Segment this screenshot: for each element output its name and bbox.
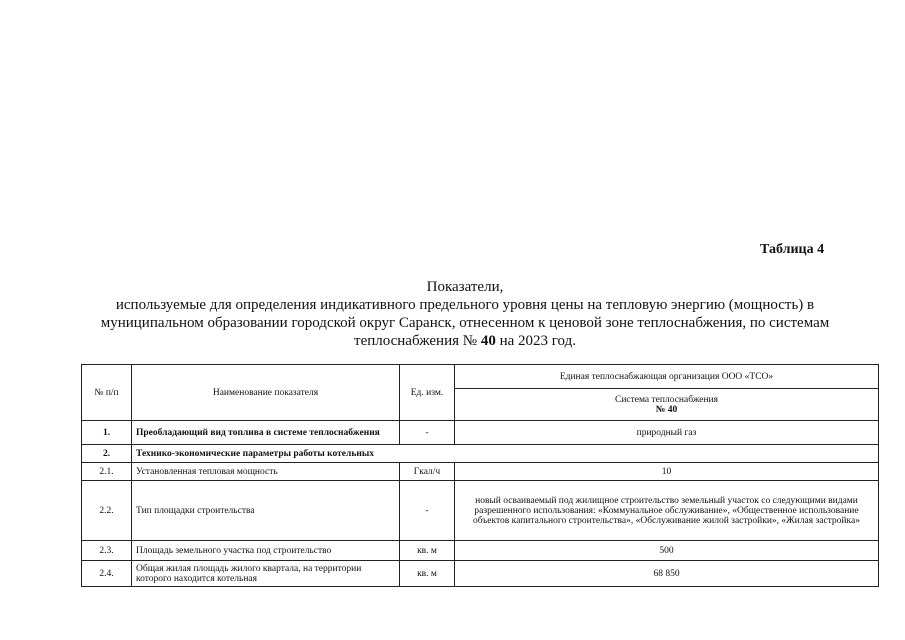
table-row: 2.4. Общая жилая площадь жилого квартала, на территории которого находится котельная кв. м 68 850 bbox=[82, 561, 879, 587]
table-row: 2.2. Тип площадки строительства - новый осваиваемый под жилищное строительство земельный участок со следующими видами разрешенного использования: «Коммунальное обслуживание», «Общественное использование объектов капитального строительства», «Обслуживание жилой застройки», «Жилая застройка» bbox=[82, 481, 879, 541]
table-row: 2.1. Установленная тепловая мощность Гкал/ч 10 bbox=[82, 463, 879, 481]
header-name: Наименование показателя bbox=[132, 365, 400, 421]
header-organization: Единая теплоснабжающая организация ООО «ТСО» bbox=[455, 365, 879, 389]
table-number-label: Таблица 4 bbox=[760, 242, 825, 257]
heading-line-1: Показатели, bbox=[426, 279, 504, 295]
header-unit: Ед. изм. bbox=[400, 365, 455, 421]
header-system: Система теплоснабжения № 40 bbox=[455, 389, 879, 421]
indicators-table bbox=[81, 364, 879, 587]
heading-line-2: используемые для определения индикативного предельного уровня цены на тепловую энергию (мощность) в bbox=[115, 297, 815, 313]
heading-line-4: теплоснабжения № 40 на 2023 год. bbox=[354, 333, 576, 349]
table-row: 2. Технико-экономические параметры работы котельных bbox=[82, 445, 879, 463]
heading-line-3: муниципальном образовании городской округ Саранск, отнесенном к ценовой зоне теплоснабжения, по системам bbox=[100, 315, 830, 331]
table-row: 1. Преобладающий вид топлива в системе теплоснабжения - природный газ bbox=[82, 421, 879, 445]
document-heading bbox=[60, 278, 870, 350]
table-header-row bbox=[82, 365, 879, 389]
table-row: 2.3. Площадь земельного участка под строительство кв. м 500 bbox=[82, 541, 879, 561]
header-num: № п/п bbox=[82, 365, 132, 421]
